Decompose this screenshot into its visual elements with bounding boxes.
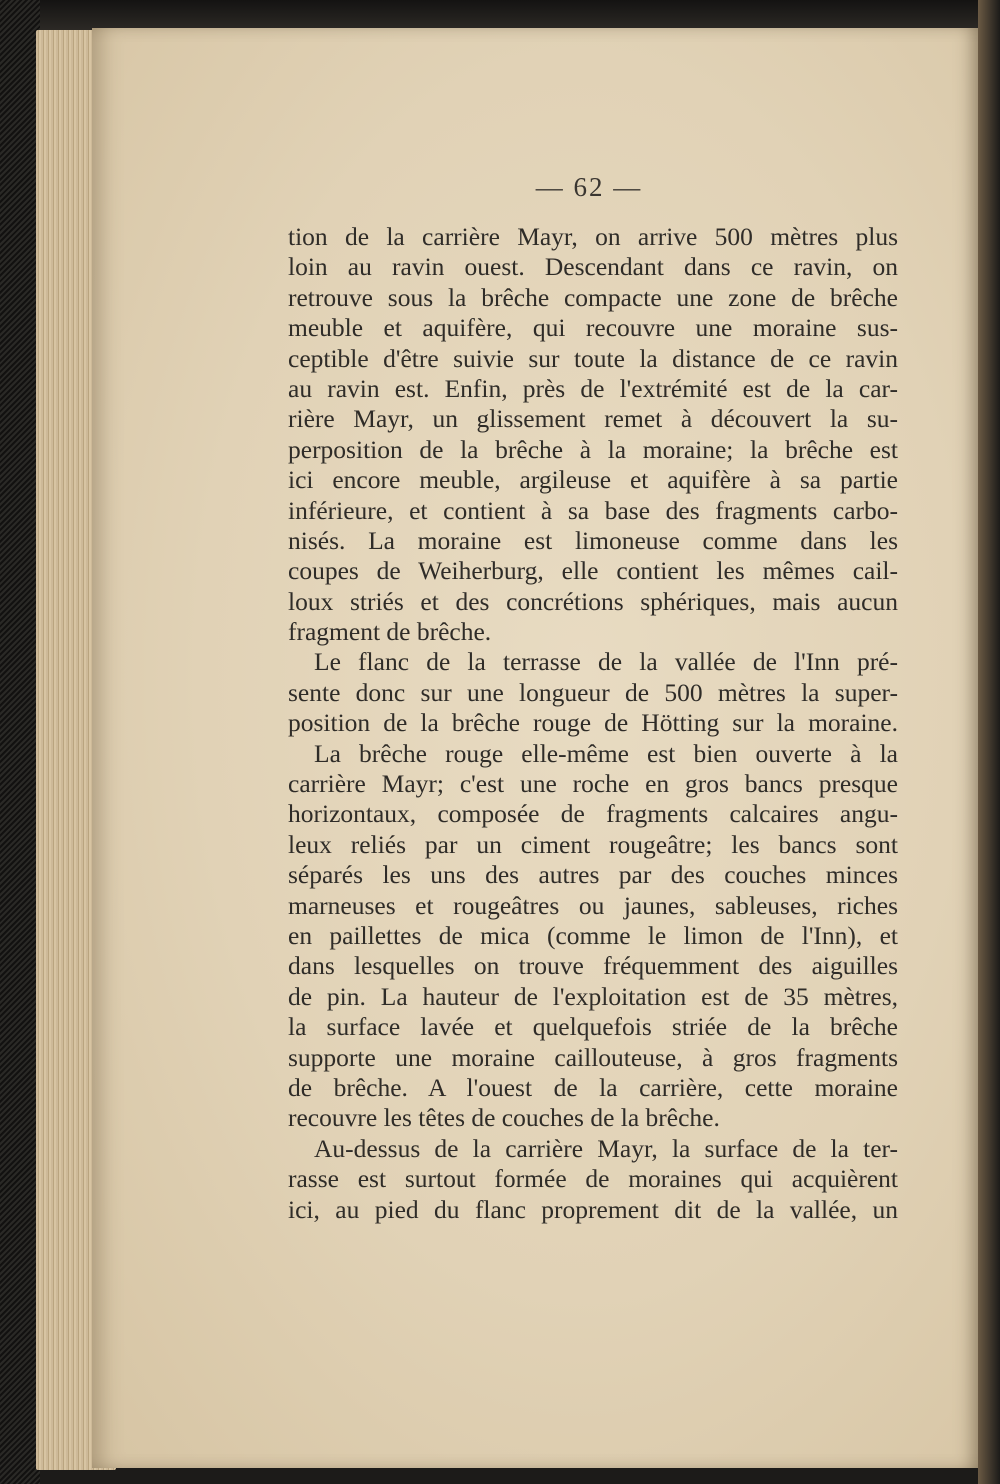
text-line: carrière Mayr; c'est une roche en gros bancs presque (288, 769, 898, 799)
text-line: leux reliés par un ciment rougeâtre; les bancs sont (288, 829, 898, 859)
text-line: marneuses et rougeâtres ou jaunes, sableuses, riches (288, 890, 898, 920)
text-line: tion de la carrière Mayr, on arrive 500 mètres plus (288, 222, 898, 251)
text-line: rasse est surtout formée de moraines qui acquièrent (288, 1164, 898, 1194)
text-line: horizontaux, composée de fragments calcaires angu- (288, 799, 898, 829)
page-number: — 62 — (535, 172, 643, 202)
text-line: nisés. La moraine est limoneuse comme dans les (288, 525, 898, 555)
text-line: position de la brêche rouge de Hötting sur la moraine. (288, 708, 898, 738)
text-line: recouvre les têtes de couches de la brêche. (288, 1103, 720, 1133)
text-line: en paillettes de mica (comme le limon de l'Inn), et (288, 920, 898, 950)
text-line: inférieure, et contient à sa base des fragments carbo- (288, 495, 898, 525)
text-line: supporte une moraine caillouteuse, à gros fragments (288, 1042, 898, 1072)
text-line: séparés les uns des autres par des couches minces (288, 860, 898, 890)
text-line: au ravin est. Enfin, près de l'extrémité est de la car- (288, 373, 898, 403)
text-line: fragment de brêche. (288, 617, 492, 647)
text-line: la surface lavée et quelquefois striée de la brêche (288, 1012, 898, 1042)
text-line: meuble et aquifère, qui recouvre une moraine sus- (288, 313, 898, 343)
text-line: Au-dessus de la carrière Mayr, la surface de la ter- (314, 1133, 898, 1163)
text-line: retrouve sous la brêche compacte une zone de brêche (288, 282, 898, 312)
text-line: loux striés et des concrétions sphériques, mais aucun (288, 586, 898, 616)
top-edge (0, 0, 1000, 30)
text-line: de brêche. A l'ouest de la carrière, cette moraine (288, 1072, 898, 1102)
body-text (288, 222, 898, 1225)
right-edge (978, 0, 1000, 1484)
text-line: ici, au pied du flanc proprement dit de la vallée, un (288, 1194, 898, 1224)
text-line: perposition de la brêche à la moraine; la brêche est (288, 434, 898, 464)
text-line: ici encore meuble, argileuse et aquifère à sa partie (288, 465, 898, 495)
text-line: rière Mayr, un glissement remet à découvert la su- (288, 404, 898, 434)
text-line: ceptible d'être suivie sur toute la distance de ce ravin (288, 343, 898, 373)
text-line: loin au ravin ouest. Descendant dans ce ravin, on (288, 252, 898, 282)
text-line: Le flanc de la terrasse de la vallée de l'Inn pré- (314, 647, 898, 677)
text-line: coupes de Weiherburg, elle contient les mêmes cail- (288, 556, 898, 586)
text-line: dans lesquelles on trouve fréquemment des aiguilles (288, 951, 898, 981)
text-line: La brêche rouge elle-même est bien ouverte à la (314, 738, 898, 768)
text-line: de pin. La hauteur de l'exploitation est de 35 mètres, (288, 981, 898, 1011)
book-binding (0, 0, 40, 1484)
text-line: sente donc sur une longueur de 500 mètres la super- (288, 677, 898, 707)
